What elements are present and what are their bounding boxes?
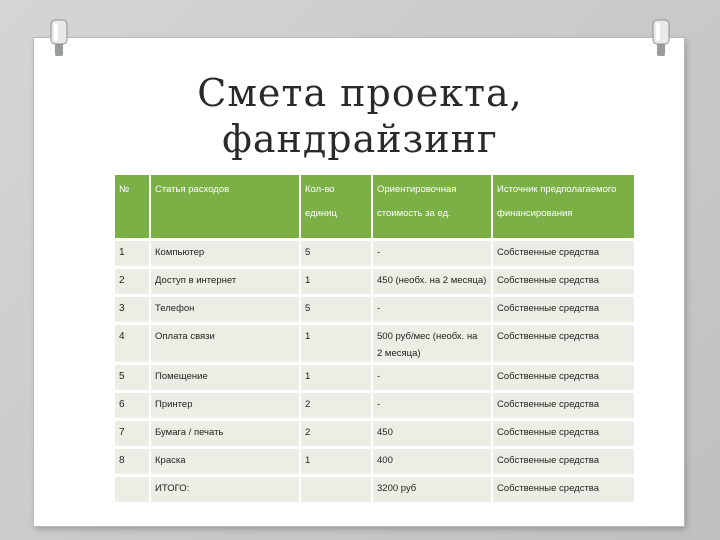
row-item: Бумага / печать (150, 420, 300, 448)
header-num: № (114, 174, 150, 240)
row-source: Собственные средства (492, 364, 634, 392)
row-num: 4 (114, 324, 150, 364)
row-item: Помещение (150, 364, 300, 392)
row-item: Оплата связи (150, 324, 300, 364)
row-item: Компьютер (150, 240, 300, 268)
row-source: Собственные средства (492, 324, 634, 364)
row-source: Собственные средства (492, 240, 634, 268)
table-row (114, 364, 634, 392)
row-item: Принтер (150, 392, 300, 420)
row-qty: 2 (300, 420, 372, 448)
budget-table (113, 172, 634, 502)
header-cost: Ориентировочная стоимость за ед. (372, 174, 492, 240)
row-num: 8 (114, 448, 150, 476)
row-cost (372, 324, 492, 364)
row-cost-line-2: 2 месяца) (377, 348, 421, 359)
total-source: Собственные средства (492, 476, 634, 503)
table-total-row (114, 476, 634, 503)
row-qty: 1 (300, 268, 372, 296)
header-qty: Кол-во единиц (300, 174, 372, 240)
row-qty: 1 (300, 448, 372, 476)
row-cost: - (372, 240, 492, 268)
row-item: Доступ в интернет (150, 268, 300, 296)
row-num: 1 (114, 240, 150, 268)
total-qty (300, 476, 372, 503)
total-num (114, 476, 150, 503)
row-cost: 450 (необх. на 2 месяца) (372, 268, 492, 296)
table-row (114, 420, 634, 448)
row-source: Собственные средства (492, 392, 634, 420)
row-cost: 400 (372, 448, 492, 476)
row-cost: - (372, 296, 492, 324)
row-source: Собственные средства (492, 420, 634, 448)
table-row (114, 296, 634, 324)
row-cost: - (372, 364, 492, 392)
title-line-1: Смета проекта, (197, 71, 523, 115)
table-row (114, 448, 634, 476)
header-item: Статья расходов (150, 174, 300, 240)
row-num: 7 (114, 420, 150, 448)
table-row (114, 268, 634, 296)
table-header-row (114, 174, 634, 240)
row-cost: 450 (372, 420, 492, 448)
slide-title (150, 70, 570, 162)
table-row (114, 240, 634, 268)
row-num: 6 (114, 392, 150, 420)
table-row (114, 324, 634, 364)
row-qty: 5 (300, 296, 372, 324)
pushpin-icon (46, 18, 72, 60)
row-item: Краска (150, 448, 300, 476)
pushpin-icon (648, 18, 674, 60)
row-source: Собственные средства (492, 448, 634, 476)
row-source: Собственные средства (492, 268, 634, 296)
row-num: 3 (114, 296, 150, 324)
row-qty: 1 (300, 324, 372, 364)
row-qty: 5 (300, 240, 372, 268)
row-num: 5 (114, 364, 150, 392)
table-row (114, 392, 634, 420)
row-qty: 1 (300, 364, 372, 392)
row-cost: - (372, 392, 492, 420)
row-source: Собственные средства (492, 296, 634, 324)
row-num: 2 (114, 268, 150, 296)
row-qty: 2 (300, 392, 372, 420)
total-cost: 3200 руб (372, 476, 492, 503)
header-source: Источник предполагаемого финансирования (492, 174, 634, 240)
row-cost-line-1: 500 руб/мес (необх. на (377, 331, 478, 342)
row-item: Телефон (150, 296, 300, 324)
title-line-2: фандрайзинг (222, 117, 498, 161)
total-label: ИТОГО: (150, 476, 300, 503)
